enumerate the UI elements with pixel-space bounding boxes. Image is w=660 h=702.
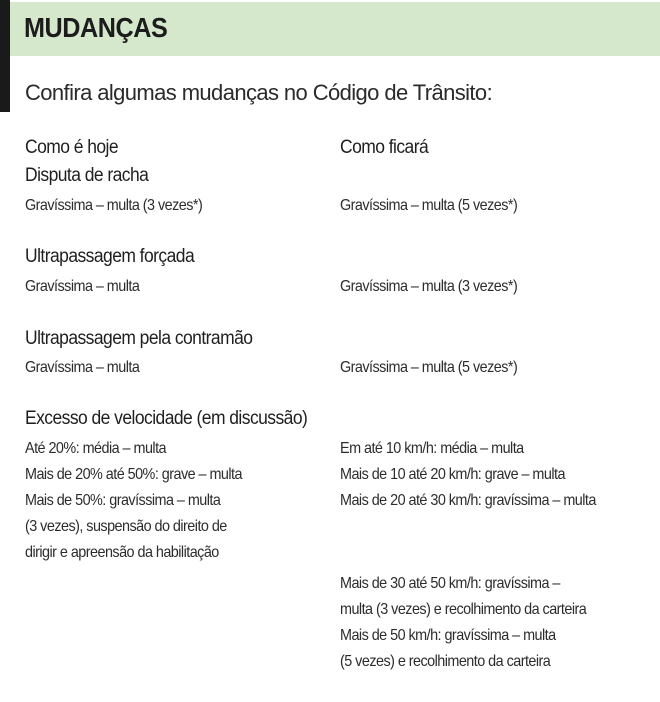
section-title: Disputa de racha <box>25 165 149 186</box>
future-rule: Em até 10 km/h: média – multa <box>340 440 524 457</box>
current-rule: Gravíssima – multa <box>25 278 140 295</box>
column-heading-future: Como ficará <box>340 137 429 158</box>
section-title: Ultrapassagem forçada <box>25 246 195 267</box>
section-title: Excesso de velocidade (em discussão) <box>25 408 308 429</box>
future-rule: (5 vezes) e recolhimento da carteira <box>340 653 551 670</box>
future-rule: multa (3 vezes) e recolhimento da carteira <box>340 601 587 618</box>
current-rule: Mais de 20% até 50%: grave – multa <box>25 466 242 483</box>
left-accent-bar <box>0 0 10 112</box>
current-rule: dirigir e apreensão da habilitação <box>25 544 219 561</box>
future-rule: Mais de 50 km/h: gravíssima – multa <box>340 627 556 644</box>
current-rule: Mais de 50%: gravíssima – multa <box>25 492 221 509</box>
current-rule: (3 vezes), suspensão do direito de <box>25 518 227 535</box>
future-rule: Mais de 20 até 30 km/h: gravíssima – multa <box>340 492 596 509</box>
current-rule: Gravíssima – multa (3 vezes*) <box>25 197 203 214</box>
future-rule: Gravíssima – multa (5 vezes*) <box>340 197 518 214</box>
section-title: Ultrapassagem pela contramão <box>25 328 253 349</box>
future-rule: Gravíssima – multa (3 vezes*) <box>340 278 518 295</box>
current-rule: Gravíssima – multa <box>25 359 140 376</box>
header-banner <box>10 2 660 56</box>
page-title: MUDANÇAS <box>24 12 168 43</box>
column-heading-current: Como é hoje <box>25 137 119 158</box>
current-rule: Até 20%: média – multa <box>25 440 167 457</box>
future-rule: Mais de 10 até 20 km/h: grave – multa <box>340 466 565 483</box>
future-rule: Gravíssima – multa (5 vezes*) <box>340 359 518 376</box>
future-rule: Mais de 30 até 50 km/h: gravíssima – <box>340 575 560 592</box>
intro-text: Confira algumas mudanças no Código de Trânsito: <box>25 80 493 105</box>
